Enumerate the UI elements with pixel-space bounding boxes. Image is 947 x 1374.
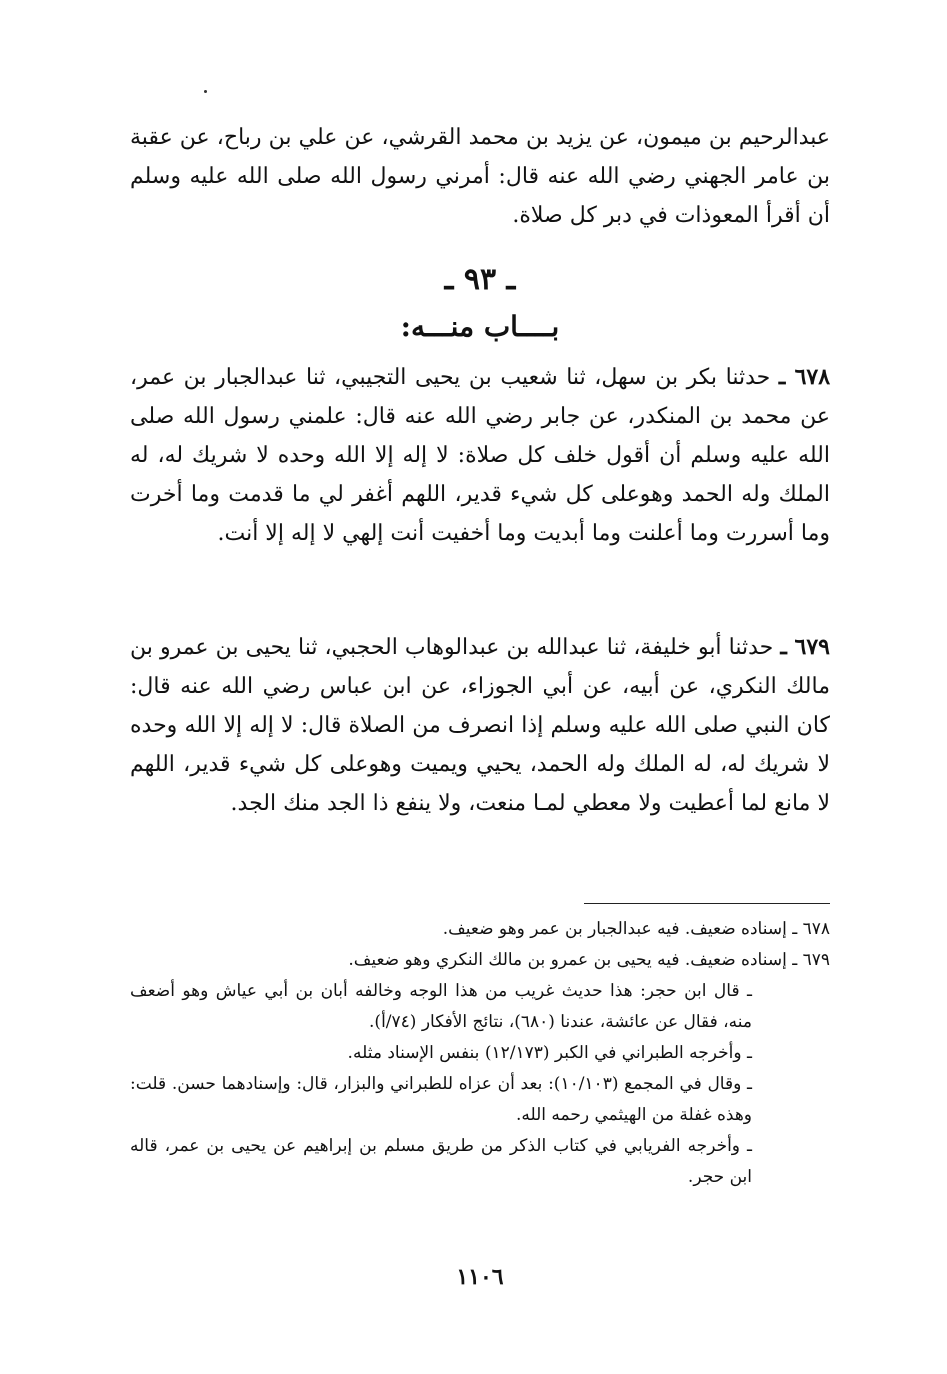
hadith-679 xyxy=(130,628,830,823)
hadith-number: ٦٧٩ ـ xyxy=(780,634,830,660)
footnote-note: ـ وقال في المجمع (١٠/١٠٣): بعد أن عزاه للطبراني والبزار، قال: وإسنادهما حسن. قلت: وهذه غفلة من الهيثمي رحمه الله. xyxy=(130,1074,752,1125)
hadith-text: حدثنا أبو خليفة، ثنا عبدالله بن عبدالوهاب الحجبي، ثنا يحيى بن عمرو بن مالك النكري، عن أبيه، عن أبي الجوزاء، عن ابن عباس رضي الله عنه قال: كان النبي صلى الله عليه وسلم إذا انصرف من الصلاة قال: لا إله إلا الله وحده لا شريك له، له الملك وله الحمد، يحيي ويميت وهوعلى كل شيء قدير، اللهم لا مانع لما أعطيت ولا معطي لمـا منعت، ولا ينفع ذا الجد منك الجد. xyxy=(130,635,830,816)
footnote-text: إسناده ضعيف. فيه عبدالجبار بن عمر وهو ضعيف. xyxy=(442,919,787,939)
continued-paragraph-text: عبدالرحيم بن ميمون، عن يزيد بن محمد القرشي، عن علي بن رباح، عن عقبة بن عامر الجهني رضي الله عنه قال: أمرني رسول الله صلى الله عليه وسلم أن أقرأ المعوذات في دبر كل صلاة. xyxy=(130,125,830,228)
chapter-number: ـ ٩٣ ـ xyxy=(444,262,516,297)
footnote-divider xyxy=(584,903,830,904)
hadith-678 xyxy=(130,358,830,553)
scan-speck xyxy=(204,90,207,93)
footnote-number: ٦٧٩ ـ xyxy=(792,950,830,970)
footnote-note: ـ وأخرجه الطبراني في الكبر (١٢/١٧٣) بنفس الإسناد مثله. xyxy=(347,1043,752,1063)
hadith-paragraph xyxy=(130,628,830,823)
hadith-paragraph xyxy=(130,358,830,553)
hadith-number: ٦٧٨ ـ xyxy=(778,364,831,390)
chapter-title: بــــاب منـــه: xyxy=(400,310,560,343)
footnote-note: ـ وأخرجه الفريابي في كتاب الذكر من طريق مسلم بن إبراهيم عن يحيى بن عمر، قاله ابن حجر. xyxy=(130,1136,752,1187)
page-number: ١١٠٦ xyxy=(456,1264,504,1290)
footnote-number: ٦٧٨ ـ xyxy=(792,919,830,939)
hadith-text: حدثنا بكر بن سهل، ثنا شعيب بن يحيى التجيبي، ثنا عبدالجبار بن عمر، عن محمد بن المنكدر، عن جابر رضي الله عنه قال: علمني رسول الله صلى الله عليه وسلم أن أقول خلف كل صلاة: لا إله إلا الله وحده لا شريك له، له الملك وله الحمد وهوعلى كل شيء قدير، اللهم أغفر لي ما قدمت وما أخرت وما أسررت وما أعلنت وما أبديت وما أخفيت أنت إلهي لا إله إلا أنت. xyxy=(130,365,830,546)
footnote-678 xyxy=(130,914,830,945)
footnote-text: إسناده ضعيف. فيه يحيى بن عمرو بن مالك النكري وهو ضعيف. xyxy=(348,950,787,970)
footnote-679 xyxy=(130,945,830,976)
footnotes xyxy=(130,914,830,1193)
footnote-note: ـ قال ابن حجر: هذا حديث غريب من هذا الوجه وخالفه أبان بن أبي عياش وهو أضعف منه، فقال عن عائشة، عندنا (٦٨٠)، نتائج الأفكار (٧٤/أ). xyxy=(130,981,752,1032)
continued-paragraph xyxy=(130,118,830,235)
